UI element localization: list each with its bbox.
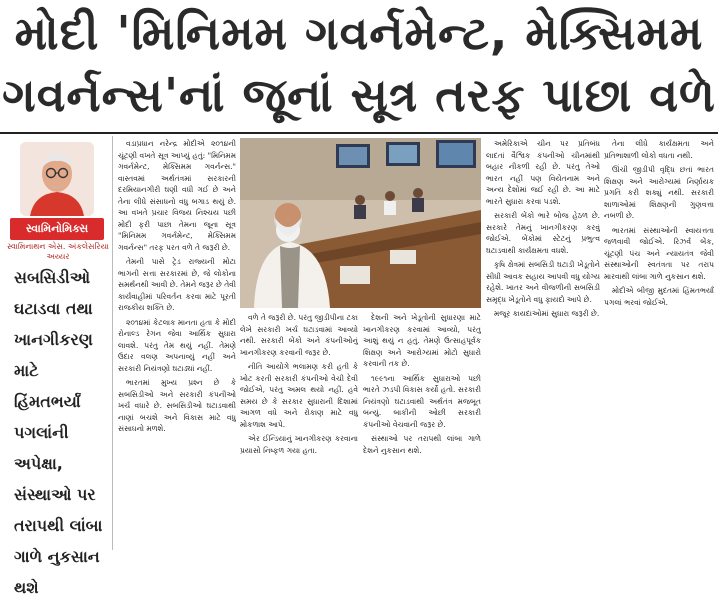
paragraph: અમેરિકાએ ચીન પર પ્રતિબંધ લાદતાં વૈશ્વિક કંપનીઓ ચીનમાંથી બહાર નીકળી રહી છે. પરંતુ તેઓ ભારત નહીં પણ વિયેતનામ અને અન્ય દેશોમાં જઈ રહી છે. આ માટે ભારતે સુધારા કરવા પડશે. — [486, 139, 600, 206]
paragraph: મોદીએ બીજી મુદતમાં હિંમતભર્યાં પગલાં ભરવાં જોઈએ. — [604, 286, 714, 307]
paragraph: એર ઈન્ડિયાનું ખાનગીકરણ કરવાના પ્રયાસો નિષ્ફળ ગયા હતા. — [240, 434, 358, 455]
headline-line-1: મોદી 'મિનિમમ ગવર્નમેન્ટ, મેક્સિમમ — [14, 6, 704, 60]
pull-quote: સબસિડીઓ ઘટાડવા તથા ખાનગીકરણ માટે હિંમતભર્યાં પગલાંની અપેક્ષા, સંસ્થાઓ પર તરાપથી લાંબા ગાળે નુકસાન થશે — [14, 268, 103, 597]
paragraph: તેના લીધે કાર્યક્ષમતા અને પ્રતિભાશાળી લોકો વધતા નથી. — [604, 139, 714, 160]
paragraph: વડાપ્રધાન નરેન્દ્ર મોદીએ ૨૦૧૪ની ચૂંટણી વખતે સૂત્ર આપ્યું હતું: "મિનિમમ ગવર્નમેન્ટ, મેક્સિમમ ગવર્નન્સ." વાસ્તવમાં અર્થતંત્રમાં સરકારની દરમિયાનગીરી ઘણી વધી ગઈ છે અને તેના લીધે સંસાધનો વધુ બગાડ થયું છે. આ વખતે પ્રચાર વિજય નિશ્ચય પછી મોદી ફરી પાછા તેમના જૂના સૂત્ર "મિનિમમ ગવર્નમેન્ટ, મેક્સિમમ ગવર્નન્સ" તરફ પરત વળે તે જરૂરી છે. — [118, 139, 236, 252]
paragraph: ભારતમાં મુખ્ય પ્રશ્ન છે કે સબસિડીઓ અને સરકારી કંપનીઓ ખર્ચ વધારે છે. સબસિડીઓ ઘટાડવાથી નાણાં બચશે અને વિકાસ માટે વધુ સંસાધનો મળશે. — [118, 378, 236, 433]
author-photo — [20, 142, 94, 216]
article-column-2 — [240, 312, 358, 548]
article-column-4 — [486, 138, 600, 548]
paragraph: તેમની પાસે ટ્રેડ રાજ્યની મોટા ભાગની સત્તા સરકારમાં છે, જે લોકોના સમર્થનથી આવી છે. તેમને જરૂર છે તેવી કાર્યવાહીમાં પરિવર્તન કરવા માટે પૂરતી રાજકીય શક્તિ છે. — [118, 257, 236, 312]
paragraph: સંસ્થાઓ પર તરાપથી લાંબા ગાળે દેશને નુકસાન થશે. — [363, 434, 481, 455]
paragraph: વળે તે જરૂરી છે. પરંતુ જીડીપીના ટકા લેખે સરકારી ખર્ચ ઘટાડવામાં આવ્યો નથી. સરકારી બેંકો અને કંપનીઓનું ખાનગીકરણ કરવાની જરૂર છે. — [240, 313, 358, 357]
paragraph: ઊંચી જીડીપી વૃદ્ધિ છતાં ભારત શિક્ષણ અને આરોગ્યમાં નિર્ણાયક પ્રગતિ કરી શક્યું નથી. સરકારી શાળાઓમાં શિક્ષણની ગુણવત્તા નબળી છે. — [604, 165, 714, 220]
paragraph: નીતિ આયોગે ભલામણ કરી હતી કે ખોટ કરતી સરકારી કંપનીઓ વેચી દેવી જોઈએ, પરંતુ અમલ થયો નહીં. હવે સમય છે કે સરકાર સુધારાની દિશામાં આગળ વધે અને રોકાણ માટે વધુ મોકળાશ આપે. — [240, 362, 358, 429]
paragraph: દેશની અને ખેડૂતોની સુધારણા માટે ખાનગીકરણ કરવામાં આવ્યો, પરંતુ આશું થયું ન હતું. તેમણે ઉત્સાહપૂર્વક શિક્ષણ અને આરોગ્યમાં મોટો સુધારો કરવાની તક છે. — [363, 313, 481, 368]
headline-banner — [0, 0, 718, 132]
headline-line-2: ગવર્નન્સ'નાં જૂનાં સૂત્ર તરફ પાછા વળે — [2, 68, 716, 122]
article-column-1 — [118, 138, 236, 548]
author-sidebar — [0, 136, 113, 597]
meeting-photo — [240, 138, 481, 308]
article-column-3 — [363, 312, 481, 548]
paragraph: કૃષિ ક્ષેત્રમાં સબસિડી ઘટાડી ખેડૂતોને સીધી આવક સહાય આપવી વધુ યોગ્ય રહેશે. ખાતર અને વીજળીની સબસિડી સમૃદ્ધ ખેડૂતોને વધુ ફાયદો આપે છે. — [486, 260, 600, 304]
headline-divider — [0, 132, 718, 134]
paragraph: ૧૯૯૧ના આર્થિક સુધારાઓ પછી ભારતે ઝડપી વિકાસ કર્યો હતો. સરકારી નિયંત્રણો ઘટાડવાથી અર્થતંત્ર મજબૂત બન્યું. બાકીની ઓછી સરકારી કંપનીઓ વેચવાની જરૂર છે. — [363, 373, 481, 429]
column-badge: સ્વામિનોમિક્સ — [10, 218, 104, 240]
paragraph: ભારતમાં સંસ્થાઓની સ્વાયત્તતા જળવાવી જોઈએ. રિઝર્વ બેંક, ચૂંટણી પંચ અને ન્યાયતંત્ર જેવી સંસ્થાઓની સ્વતંત્રતા પર તરાપ મારવાથી લાંબા ગાળે નુકસાન થશે. — [604, 225, 714, 281]
paragraph: મજૂર કાયદાઓમાં સુધારા જરૂરી છે. — [494, 309, 600, 318]
paragraph: ૨૦૧૪માં કેટલાક માનતા હતા કે મોદી રોનાલ્ડ રેગન જેવા આર્થિક સુધારા લાવશે. પરંતુ તેમ થયું નહીં. તેમણે ઉદાર વલણ અપનાવ્યું નહીં અને સરકારી નિયંત્રણો ઘટાડ્યાં નહીં. — [118, 317, 236, 373]
article-column-5 — [604, 138, 714, 548]
author-byline: સ્વામિનાથન એસ. અંકલેસરિયા અય્યર — [7, 242, 109, 261]
paragraph: સરકારી બેંકો ભારે બોજ હેઠળ છે. સરકારે તેમનું ખાનગીકરણ કરવું જોઈએ. બેંકોમાં સ્ટેટનું પ્રભુત્વ ઘટાડવાથી કાર્યક્ષમતા વધશે. — [486, 211, 600, 255]
